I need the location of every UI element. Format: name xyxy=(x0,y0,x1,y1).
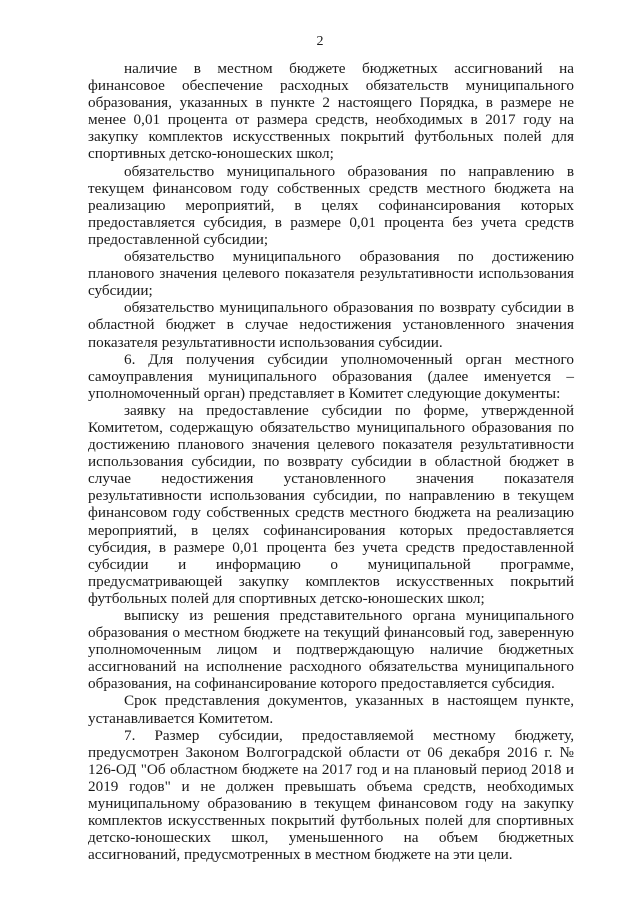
page-number: 2 xyxy=(316,34,324,49)
paragraph-deadline: Срок представления документов, указанных в настоящем пункте, устанавливается Комитетом. xyxy=(88,692,574,727)
paragraph-budget-allocations: наличие в местном бюджете бюджетных ассигнований на финансовое обеспечение расходных обязательств муниципального образования, указанных в пункте 2 настоящего Порядка, в размере не менее 0,01 процента от размера средств, необходимых в 2017 году на закупку комплектов искусственных покрытий футбольных полей для спортивных детско-юношеских школ; xyxy=(88,60,574,163)
paragraph-application: заявку на предоставление субсидии по форме, утвержденной Комитетом, содержащую обязательство муниципального образования по достижению планового значения целевого показателя результативности использования субсидии, по возврату субсидии в областной бюджет в случае недостижения установленного значения показателя результативности использования субсидии, по направлению в текущем финансовом году собственных средств местного бюджета на реализацию мероприятий, в целях софинансирования которых предоставляется субсидия, в размере 0,01 процента без учета средств предоставленной субсидии и информацию о муниципальной программе, предусматривающей закупку комплектов искусственных покрытий футбольных полей для спортивных детско-юношеских школ; xyxy=(88,401,574,607)
paragraph-item-7: 7. Размер субсидии, предоставляемой местному бюджету, предусмотрен Законом Волгоградской области от 06 декабря 2016 г. № 126-ОД "Об областном бюджете на 2017 год и на плановый период 2018 и 2019 годов" и не должен превышать объема средств, необходимых муниципальному образованию в текущем финансовом году на закупку комплектов искусственных покрытий футбольных полей для спортивных детско-юношеских школ, уменьшенного на объем бюджетных ассигнований, предусмотренных в местном бюджете на эти цели. xyxy=(88,726,574,864)
document-body xyxy=(88,60,574,863)
paragraph-refund-obligation: обязательство муниципального образования по возврату субсидии в областной бюджет в случае недостижения установленного значения показателя результативности использования субсидии. xyxy=(88,299,574,351)
paragraph-item-6: 6. Для получения субсидии уполномоченный орган местного самоуправления муниципального образования (далее именуется – уполномоченный орган) представляет в Комитет следующие документы: xyxy=(88,350,574,402)
paragraph-own-funds-obligation: обязательство муниципального образования по направлению в текущем финансовом году собственных средств местного бюджета на реализацию мероприятий, в целях софинансирования которых предоставляется субсидия, в размере 0,01 процента без учета средств предоставленной субсидии; xyxy=(88,162,574,248)
paragraph-target-indicator-obligation: обязательство муниципального образования по достижению планового значения целевого показателя результативности использования субсидии; xyxy=(88,248,574,300)
paragraph-extract: выписку из решения представительного органа муниципального образования о местном бюджете на текущий финансовый год, заверенную уполномоченным лицом и подтверждающую наличие бюджетных ассигнований на исполнение расходного обязательства муниципального образования, на софинансирование которого предоставляется субсидия. xyxy=(88,607,574,693)
